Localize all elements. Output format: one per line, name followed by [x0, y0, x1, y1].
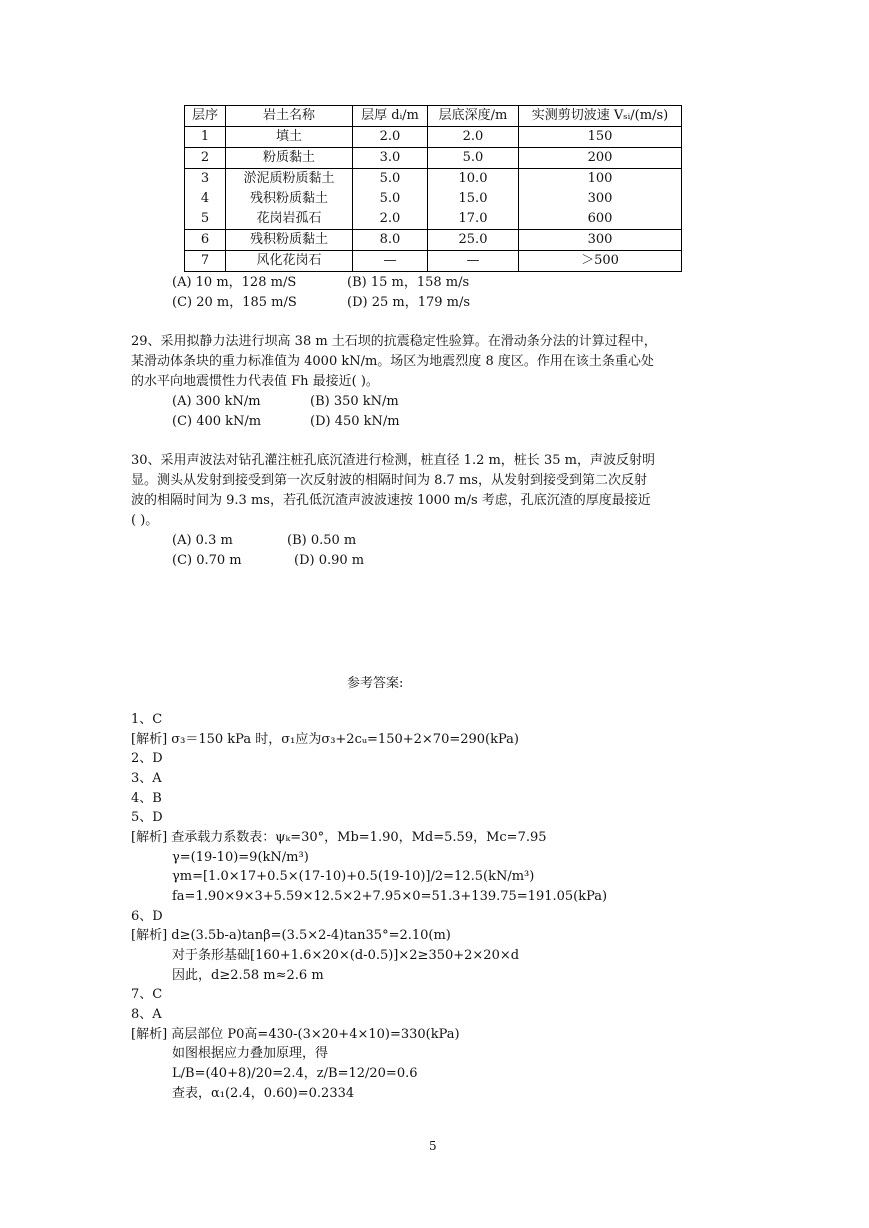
q29-option-b: (B) 350 kN/m	[310, 394, 399, 409]
answer-line: γ=(19-10)=9(kN/m³)	[172, 850, 309, 865]
soil-layer-table	[184, 105, 682, 272]
table-row	[185, 189, 682, 209]
table-cell: 600	[519, 209, 682, 230]
answer-line: L/B=(40+8)/20=2.4，z/B=12/20=0.6	[172, 1066, 418, 1081]
table-cell: 25.0	[428, 230, 519, 251]
q28-option-d: (D) 25 m，179 m/s	[347, 295, 471, 310]
q29-text-line: 某滑动体条块的重力标准值为 4000 kN/m。场区为地震烈度 8 度区。作用在该土条重心处	[131, 354, 654, 369]
table-cell: 15.0	[428, 189, 519, 209]
table-header-cell: 层序	[185, 106, 226, 127]
table-cell: 100	[519, 169, 682, 190]
q30-option-b: (B) 0.50 m	[287, 533, 357, 548]
table-cell: 6	[185, 230, 226, 251]
answer-line: 因此，d≥2.58 m≈2.6 m	[172, 968, 324, 983]
answer-line: γm=[1.0×17+0.5×(17-10)+0.5(19-10)]/2=12.5(kN/m³)	[172, 869, 535, 884]
table-cell: 5.0	[428, 148, 519, 169]
table-cell: 5.0	[353, 189, 428, 209]
q30-text-line: 波的相隔时间为 9.3 ms，若孔低沉渣声波波速按 1000 m/s 考虑，孔底沉渣的厚度最接近	[131, 493, 651, 508]
answer-line: 如图根据应力叠加原理，得	[172, 1046, 329, 1061]
answer-line: 1、C	[131, 712, 163, 727]
table-cell: 150	[519, 127, 682, 148]
answers-heading: 参考答案:	[347, 676, 404, 691]
table-cell: 10.0	[428, 169, 519, 190]
table-cell: 淤泥质粉质黏土	[226, 169, 353, 190]
table-header-cell: 实测剪切波速 Vₛᵢ/(m/s)	[519, 106, 682, 127]
q28-option-b: (B) 15 m，158 m/s	[347, 275, 470, 290]
q29-option-c: (C) 400 kN/m	[172, 414, 262, 429]
table-row	[185, 251, 682, 272]
table-cell: 2.0	[428, 127, 519, 148]
q28-option-a: (A) 10 m，128 m/S	[172, 275, 297, 290]
table-cell: 4	[185, 189, 226, 209]
q29-option-a: (A) 300 kN/m	[172, 394, 261, 409]
answer-line: [解析] 查承载力系数表：ψₖ=30°，Mb=1.90，Md=5.59，Mc=7.95	[131, 830, 547, 845]
q29-text-line: 的水平向地震惯性力代表值 Fh 最接近( )。	[131, 374, 379, 389]
table-cell: —	[353, 251, 428, 272]
answer-line: 7、C	[131, 987, 163, 1002]
answer-line: 3、A	[131, 771, 162, 786]
answer-line: 查表，α₁(2.4，0.60)=0.2334	[172, 1086, 355, 1101]
q29-text-line: 29、采用拟静力法进行坝高 38 m 土石坝的抗震稳定性验算。在滑动条分法的计算过程中，	[131, 334, 657, 349]
answer-line: 4、B	[131, 791, 162, 806]
table-cell: 填土	[226, 127, 353, 148]
table-cell: 7	[185, 251, 226, 272]
table-header-row	[185, 106, 682, 127]
table-row	[185, 169, 682, 190]
table-cell: 8.0	[353, 230, 428, 251]
table-cell: 3	[185, 169, 226, 190]
answer-line: [解析] σ₃＝150 kPa 时，σ₁应为σ₃+2cᵤ=150+2×70=290(kPa)	[131, 732, 519, 747]
table-cell: 残积粉质黏土	[226, 189, 353, 209]
table-cell: 5	[185, 209, 226, 230]
table-cell: 2.0	[353, 209, 428, 230]
page-number: 5	[429, 1139, 437, 1153]
table-cell: 17.0	[428, 209, 519, 230]
q30-option-a: (A) 0.3 m	[172, 533, 233, 548]
q30-option-d: (D) 0.90 m	[294, 553, 365, 568]
answer-line: [解析] d≥(3.5b-a)tanβ=(3.5×2-4)tan35°=2.10(m)	[131, 928, 451, 943]
table-cell: 300	[519, 189, 682, 209]
table-cell: 3.0	[353, 148, 428, 169]
table-cell: 5.0	[353, 169, 428, 190]
answer-line: fa=1.90×9×3+5.59×12.5×2+7.95×0=51.3+139.75=191.05(kPa)	[172, 889, 608, 904]
table-row	[185, 209, 682, 230]
answer-line: [解析] 高层部位 P0高=430-(3×20+4×10)=330(kPa)	[131, 1027, 460, 1042]
table-row	[185, 127, 682, 148]
table-cell: 200	[519, 148, 682, 169]
table-cell: 1	[185, 127, 226, 148]
table-cell: 300	[519, 230, 682, 251]
table-header-cell: 岩土名称	[226, 106, 353, 127]
q30-text-line: 30、采用声波法对钻孔灌注桩孔底沉渣进行检测，桩直径 1.2 m，桩长 35 m，声波反射明	[131, 453, 655, 468]
answer-line: 对于条形基础[160+1.6×20×(d-0.5)]×2≥350+2×20×d	[172, 948, 520, 963]
q30-text-line: 显。测头从发射到接受到第一次反射波的相隔时间为 8.7 ms，从发射到接受到第二次反射	[131, 473, 647, 488]
answer-line: 2、D	[131, 751, 163, 766]
table-cell: —	[428, 251, 519, 272]
table-header-cell: 层厚 dᵢ/m	[353, 106, 428, 127]
table-cell: 花岗岩孤石	[226, 209, 353, 230]
q30-text-line: ( )。	[131, 513, 159, 528]
table-cell: 风化花岗石	[226, 251, 353, 272]
answer-line: 5、D	[131, 810, 163, 825]
table-cell: 2.0	[353, 127, 428, 148]
table-cell: 残积粉质黏土	[226, 230, 353, 251]
table-row	[185, 148, 682, 169]
q29-option-d: (D) 450 kN/m	[310, 414, 400, 429]
answer-line: 6、D	[131, 909, 163, 924]
table-header-cell: 层底深度/m	[428, 106, 519, 127]
table-cell: 2	[185, 148, 226, 169]
table-cell: ＞500	[519, 251, 682, 272]
q30-option-c: (C) 0.70 m	[172, 553, 242, 568]
q28-option-c: (C) 20 m，185 m/S	[172, 295, 297, 310]
table-row	[185, 230, 682, 251]
answer-line: 8、A	[131, 1007, 162, 1022]
table-cell: 粉质黏土	[226, 148, 353, 169]
